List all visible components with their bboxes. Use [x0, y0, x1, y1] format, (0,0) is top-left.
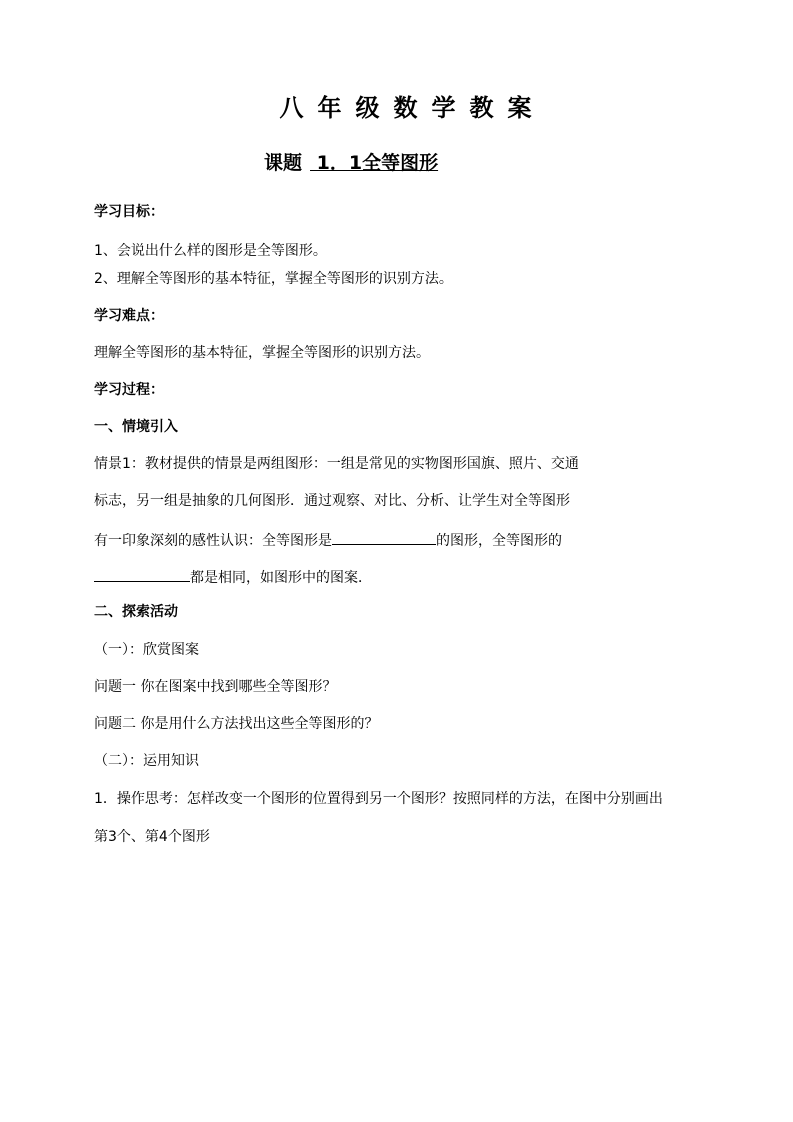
line-text: 的图形，全等图形的 [436, 533, 562, 549]
difficulty-heading: 学习难点： [94, 308, 164, 324]
lesson-label: 课题 [264, 152, 303, 174]
objectives-heading: 学习目标： [94, 204, 164, 220]
subsection-heading: （二）：运用知识 [94, 753, 199, 769]
lesson-topic: 1．1全等图形 [310, 152, 439, 174]
lesson-line [264, 150, 438, 176]
question-item: 问题一 你在图案中找到哪些全等图形？ [94, 679, 337, 695]
subsection-heading: （一）：欣赏图案 [94, 642, 199, 658]
objective-item: 2、理解全等图形的基本特征，掌握全等图形的识别方法。 [94, 271, 453, 287]
section1-line-blank [94, 529, 562, 550]
section1-line: 情景1：教材提供的情景是两组图形：一组是常见的实物图形国旗、照片、交通 [94, 456, 579, 472]
line-text: 都是相同，如图形中的图案． [190, 570, 372, 586]
question-item: 问题二 你是用什么方法找出这些全等图形的？ [94, 716, 379, 732]
fill-blank [94, 566, 190, 582]
section1-line-blank [94, 566, 372, 587]
difficulty-text: 理解全等图形的基本特征，掌握全等图形的识别方法。 [94, 345, 430, 361]
operation-text: 1．操作思考：怎样改变一个图形的位置得到另一个图形？按照同样的方法，在图中分别画出 [94, 791, 663, 807]
section1-heading: 一、情境引入 [94, 419, 178, 435]
fill-blank [332, 529, 436, 545]
page-title: 八年级数学教案 [279, 94, 546, 122]
section2-heading: 二、探索活动 [94, 604, 178, 620]
section1-line: 标志，另一组是抽象的几何图形．通过观察、对比、分析、让学生对全等图形 [94, 493, 570, 509]
operation-text: 第3个、第4个图形 [94, 829, 210, 845]
line-text: 有一印象深刻的感性认识：全等图形是 [94, 533, 332, 549]
process-heading: 学习过程： [94, 382, 164, 398]
objective-item: 1、会说出什么样的图形是全等图形。 [94, 243, 327, 259]
